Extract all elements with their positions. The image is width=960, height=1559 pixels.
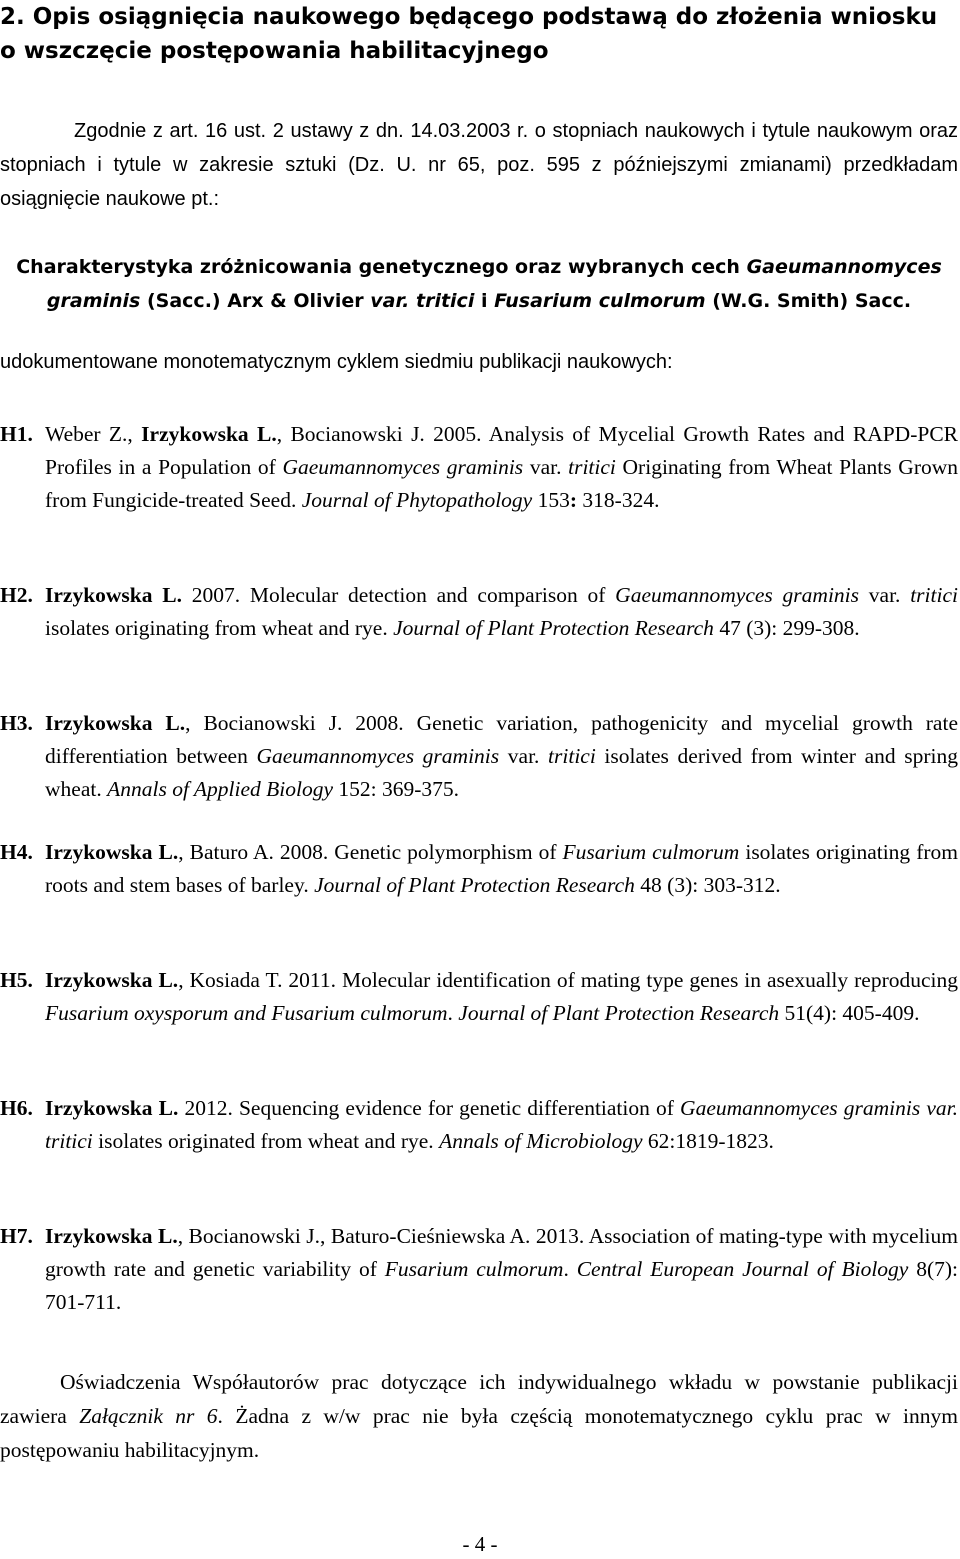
pages: 51(4): 405-409. xyxy=(779,1001,920,1025)
journal-name: Annals of Microbiology xyxy=(439,1129,643,1153)
coauthor-statement xyxy=(0,1365,958,1467)
publication-ref: H1. xyxy=(0,422,33,446)
publication-h5 xyxy=(0,964,958,1030)
title-species-1: Gaeumannomyces graminis xyxy=(46,256,942,312)
publication-ref: H7. xyxy=(0,1224,33,1248)
pages: 48 (3): 303-312. xyxy=(634,873,781,897)
publication-text xyxy=(45,1220,958,1319)
pages: 152: 369-375. xyxy=(333,777,460,801)
section-heading: 2. Opis osiągnięcia naukowego będącego podstawą do złożenia wniosku o wszczęcie postępowania habilitacyjnego xyxy=(0,4,938,64)
species-name: Gaeumannomyces graminis xyxy=(256,744,500,768)
publication-h1 xyxy=(0,418,958,517)
citation-text: , Kosiada T. 2011. Molecular identification of mating type genes in asexually reproducing xyxy=(178,968,958,992)
publication-text xyxy=(45,418,958,517)
author-highlight: Irzykowska L. xyxy=(45,968,179,992)
publication-ref: H5. xyxy=(0,968,33,992)
citation-text: isolates derived from winter and spring wheat. xyxy=(45,744,958,801)
journal-name: Journal of Plant Protection Research xyxy=(314,873,635,897)
title-variety: tritici xyxy=(409,290,475,312)
citation-text: , Bocianowski J. 2008. Genetic variation, pathogenicity and mycelial growth rate differentiation between xyxy=(45,711,958,768)
title-authority-1: (Sacc.) Arx & Olivier xyxy=(140,290,371,312)
publication-text xyxy=(45,579,958,645)
species-name: Gaeumannomyces graminis xyxy=(615,583,860,607)
intro-paragraph: Zgodnie z art. 16 ust. 2 ustawy z dn. 14.03.2003 r. o stopniach naukowych i tytule naukowym oraz stopniach i tytule w zakresie sztuki (Dz. U. nr 65, poz. 595 z późniejszymi zmianami) przedkładam osiągnięcie naukowe pt.: xyxy=(0,120,958,210)
publication-h6 xyxy=(0,1092,958,1158)
journal-name: Journal of Plant Protection Research xyxy=(393,616,714,640)
publication-h7 xyxy=(0,1220,958,1319)
author-highlight: Irzykowska L. xyxy=(45,840,179,864)
author-highlight: Irzykowska L. xyxy=(45,1224,178,1248)
attachment-reference: Załącznik nr 6 xyxy=(79,1404,218,1428)
pages: 47 (3): 299-308. xyxy=(713,616,860,640)
author-highlight: Irzykowska L. xyxy=(45,711,186,735)
publication-ref: H4. xyxy=(0,840,33,864)
publication-ref: H2. xyxy=(0,583,33,607)
achievement-title xyxy=(0,250,958,318)
author-highlight: Irzykowska L. xyxy=(141,422,277,446)
title-conjunction: i xyxy=(474,290,495,312)
species-name: Fusarium culmorum xyxy=(562,840,740,864)
title-species-2: Fusarium culmorum xyxy=(494,290,706,312)
citation-text: isolates originating from wheat and rye. xyxy=(45,616,394,640)
pages: 8(7): 701-711. xyxy=(45,1257,959,1314)
statement-text: Oświadczenia Współautorów prac dotyczące ich indywidualnego wkładu w powstanie publikacji zawiera xyxy=(0,1370,958,1428)
publication-text xyxy=(45,1092,958,1158)
title-text: Charakterystyka zróżnicowania genetycznego oraz wybranych cech xyxy=(16,256,747,278)
journal-name: Central European Journal of Biology xyxy=(576,1257,909,1281)
publication-h4 xyxy=(0,836,958,902)
publication-ref: H6. xyxy=(0,1096,33,1120)
publication-text xyxy=(45,964,958,1030)
publication-h3 xyxy=(0,707,958,806)
citation-text: var. xyxy=(499,744,549,768)
author-highlight: Irzykowska L. xyxy=(45,1096,179,1120)
page-number: - 4 - xyxy=(462,1532,498,1556)
publication-text xyxy=(45,707,958,806)
variety-name: tritici xyxy=(548,744,596,768)
citation-text: . xyxy=(563,1257,577,1281)
author-highlight: Irzykowska L. xyxy=(45,583,182,607)
pages: 62:1819-1823. xyxy=(642,1129,774,1153)
variety-name: tritici xyxy=(910,583,958,607)
title-var: var. xyxy=(370,290,410,312)
species-name: Gaeumannomyces graminis var. tritici xyxy=(45,1096,959,1153)
variety-name: tritici xyxy=(568,455,616,479)
citation-text: Originating from Wheat Plants Grown from Fungicide-treated Seed. xyxy=(45,455,959,512)
citation-text: , Baturo A. 2008. Genetic polymorphism of xyxy=(178,840,563,864)
publication-h2 xyxy=(0,579,958,645)
citation-text: var. xyxy=(859,583,911,607)
volume-colon: : xyxy=(569,488,578,512)
citation-text: isolates originating from roots and stem bases of barley. xyxy=(45,840,958,897)
pages: 318-324. xyxy=(577,488,660,512)
citation-text: 2012. Sequencing evidence for genetic differentiation of xyxy=(178,1096,681,1120)
statement-text: . Żadna z w/w prac nie była częścią monotematycznego cyklu prac w innym postępowaniu habilitacyjnym. xyxy=(0,1404,958,1462)
title-authority-2: (W.G. Smith) Sacc. xyxy=(705,290,912,312)
lead-sentence: udokumentowane monotematycznym cyklem siedmiu publikacji naukowych: xyxy=(0,351,673,373)
species-name: Fusarium culmorum xyxy=(384,1257,564,1281)
species-name: Fusarium oxysporum and Fusarium culmorum xyxy=(45,1001,448,1025)
volume: 153 xyxy=(532,488,570,512)
journal-name: Journal of Plant Protection Research xyxy=(458,1001,780,1025)
publication-ref: H3. xyxy=(0,711,33,735)
citation-text: . xyxy=(447,1001,459,1025)
journal-name: Journal of Phytopathology xyxy=(301,488,533,512)
citation-text: , Bocianowski J., Baturo-Cieśniewska A. 2013. Association of mating-type with mycelium growth rate and genetic variability of xyxy=(45,1224,958,1281)
citation-text: 2007. Molecular detection and comparison of xyxy=(182,583,616,607)
journal-name: Annals of Applied Biology xyxy=(107,777,334,801)
citation-text: , Bocianowski J. 2005. Analysis of Mycelial Growth Rates and RAPD-PCR Profiles in a Population of xyxy=(45,422,958,479)
authors: Weber Z., xyxy=(45,422,142,446)
species-name: Gaeumannomyces graminis xyxy=(282,455,524,479)
citation-text: isolates originated from wheat and rye. xyxy=(92,1129,440,1153)
citation-text: var. xyxy=(523,455,569,479)
publication-text xyxy=(45,836,958,902)
